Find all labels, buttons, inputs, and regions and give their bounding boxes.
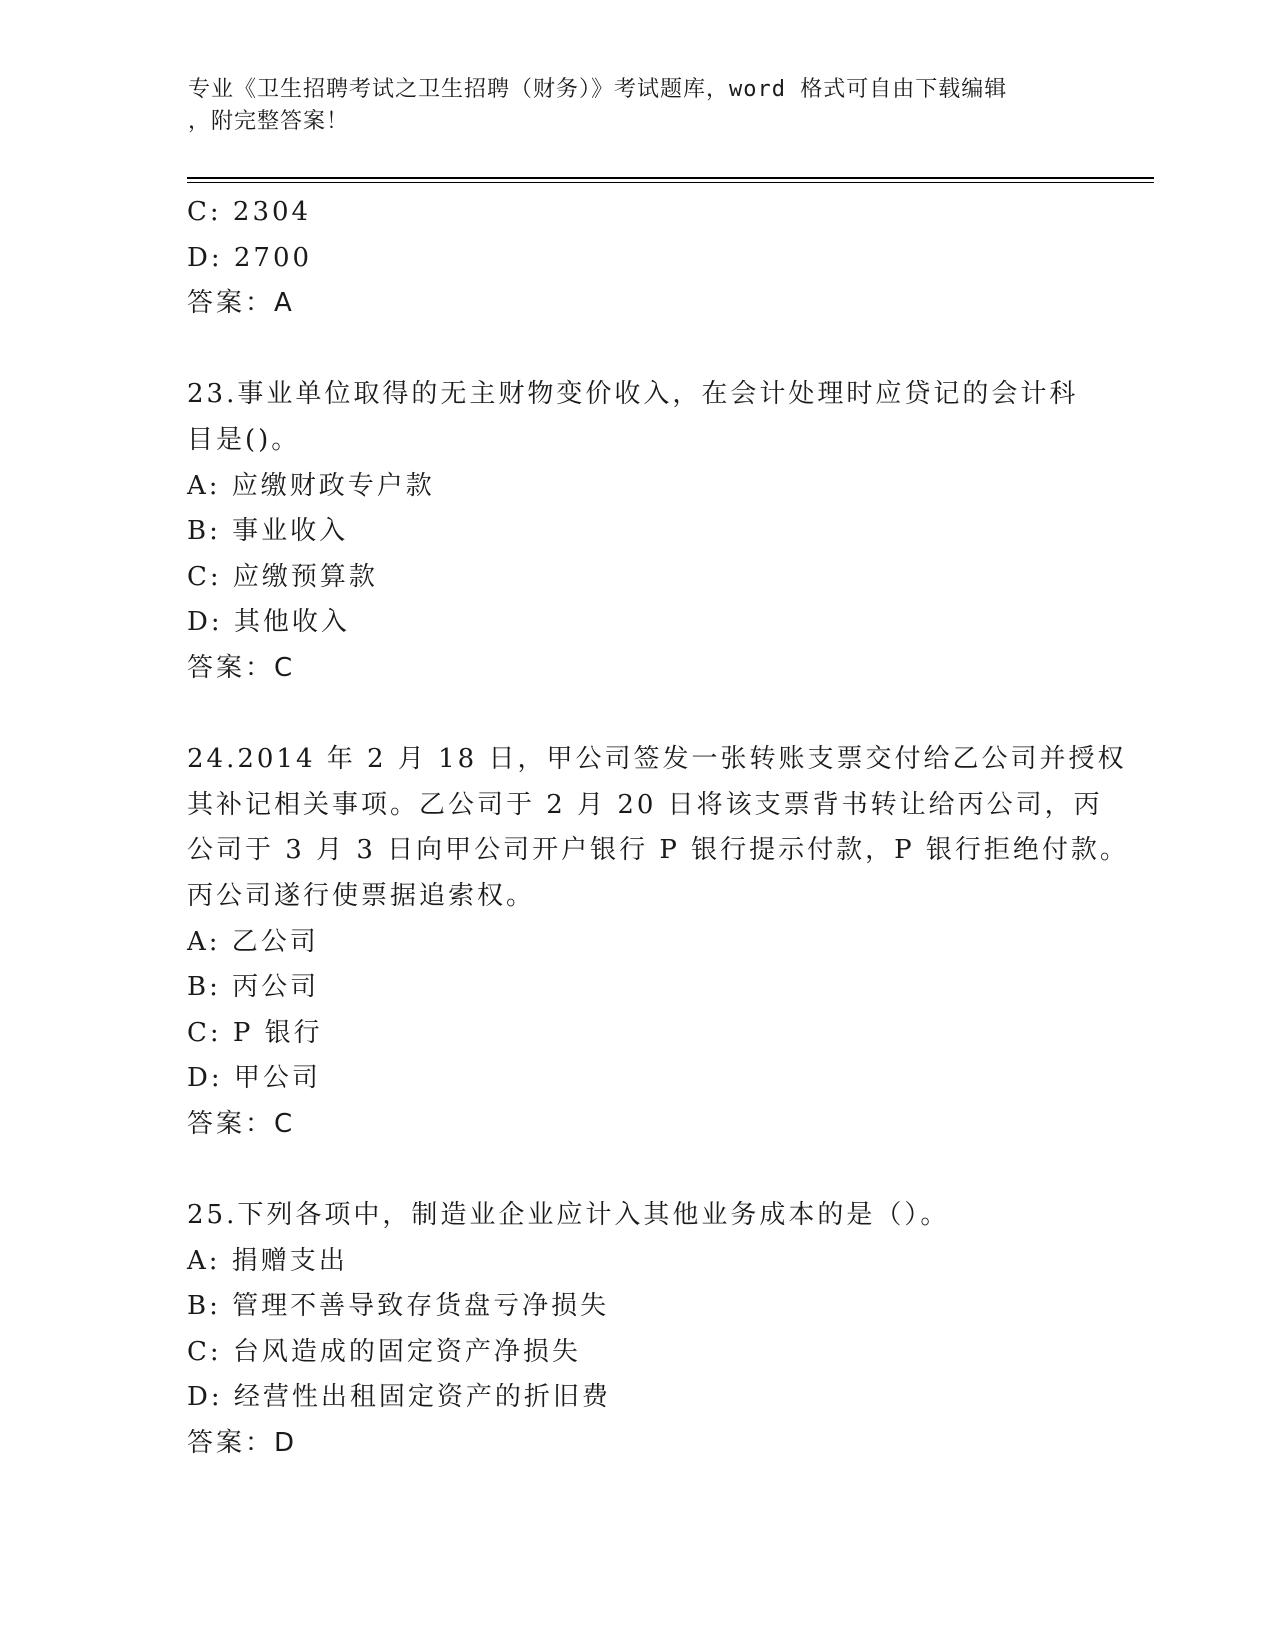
question-stem-line: 公司于 3 月 3 日向甲公司开户银行 P 银行提示付款，P 银行拒绝付款。 [187, 835, 1129, 866]
option-b: B: 丙公司 [187, 972, 320, 1003]
question-stem-line: 目是()。 [187, 424, 301, 455]
answer: 答案：C [187, 1108, 296, 1139]
option-a: A: 乙公司 [187, 926, 319, 957]
question-25 [187, 1193, 1087, 1467]
prev-option-d: D: 2700 [187, 242, 313, 273]
question-24 [187, 737, 1129, 1147]
answer: 答案：D [187, 1428, 298, 1459]
option-b: B: 管理不善导致存货盘亏净损失 [187, 1291, 610, 1322]
header-line-2: ，附完整答案！ [188, 109, 350, 134]
question-23 [187, 372, 1087, 691]
header-line-1: 专业《卫生招聘考试之卫生招聘（财务）》考试题库，word 格式可自由下载编辑 [188, 77, 1008, 102]
header-rule-bottom [187, 182, 1154, 183]
option-c: C: 应缴预算款 [187, 561, 378, 592]
option-a: A: 捐赠支出 [187, 1245, 348, 1276]
question-list [187, 190, 1129, 1467]
option-c: C: P 银行 [187, 1017, 323, 1048]
option-d: D: 经营性出租固定资产的折旧费 [187, 1382, 611, 1413]
question-stem-line: 23.事业单位取得的无主财物变价收入，在会计处理时应贷记的会计科 [187, 379, 1079, 410]
option-c: C: 台风造成的固定资产净损失 [187, 1336, 581, 1367]
answer: 答案：C [187, 652, 296, 683]
question-stem-line: 丙公司遂行使票据追索权。 [187, 880, 536, 911]
option-a: A: 应缴财政专户款 [187, 470, 435, 501]
prev-option-c: C: 2304 [187, 197, 312, 227]
option-b: B: 事业收入 [187, 516, 349, 547]
question-stem-line: 24.2014 年 2 月 18 日，甲公司签发一张转账支票交付给乙公司并授权 [187, 744, 1127, 775]
option-d: D: 其他收入 [187, 607, 350, 638]
document-header [188, 74, 1088, 138]
prev-answer: 答案：A [187, 288, 295, 319]
question-stem-line: 25.下列各项中，制造业企业应计入其他业务成本的是（）。 [187, 1200, 950, 1231]
option-d: D: 甲公司 [187, 1063, 321, 1094]
question-stem-line: 其补记相关事项。乙公司于 2 月 20 日将该支票背书转让给丙公司，丙 [187, 789, 1103, 820]
header-rule-top [187, 177, 1154, 179]
